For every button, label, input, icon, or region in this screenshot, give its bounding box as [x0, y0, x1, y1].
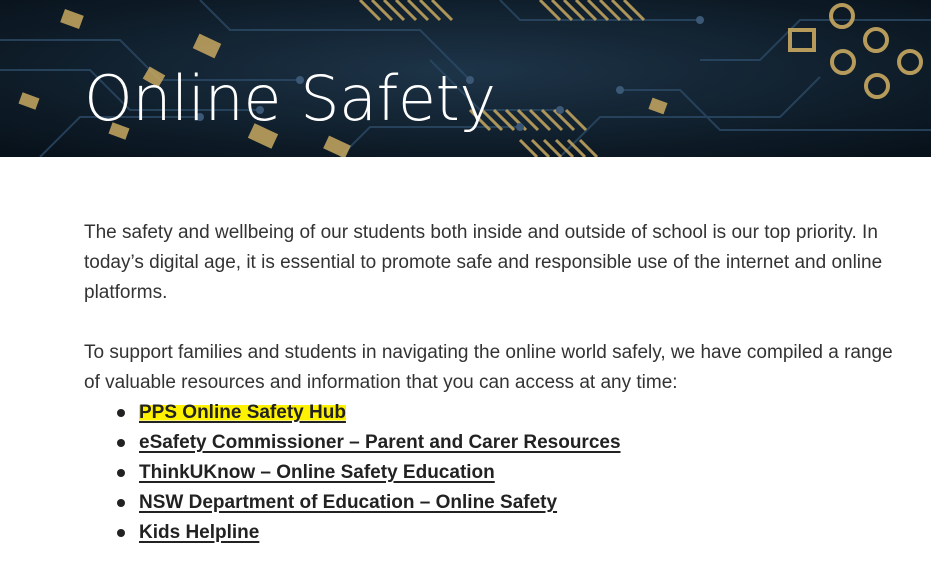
pps-online-safety-hub-link[interactable]: PPS Online Safety Hub [139, 402, 346, 423]
kids-helpline-link[interactable]: Kids Helpline [139, 522, 260, 543]
list-item [84, 428, 894, 458]
nsw-department-of-education-link[interactable]: NSW Department of Education – Online Safety [139, 492, 558, 513]
resources-intro-paragraph: To support families and students in navigating the online world safely, we have compiled a range of valuable resources and information that you can access at any time: [84, 342, 893, 393]
intro-paragraph: The safety and wellbeing of our students both inside and outside of school is our top priority. In today’s digital age, it is essential to promote safe and responsible use of the internet and online platforms. [84, 222, 883, 303]
resource-links-list [84, 398, 894, 548]
esafety-commissioner-link[interactable]: eSafety Commissioner – Parent and Carer Resources [139, 432, 621, 453]
list-item [84, 398, 894, 428]
main-content [84, 218, 894, 548]
hero-banner [0, 0, 931, 157]
list-item [84, 518, 894, 548]
list-item [84, 458, 894, 488]
list-item [84, 488, 894, 518]
page-title: Online Safety [84, 62, 496, 135]
thinkuknow-link[interactable]: ThinkUKnow – Online Safety Education [139, 462, 495, 483]
